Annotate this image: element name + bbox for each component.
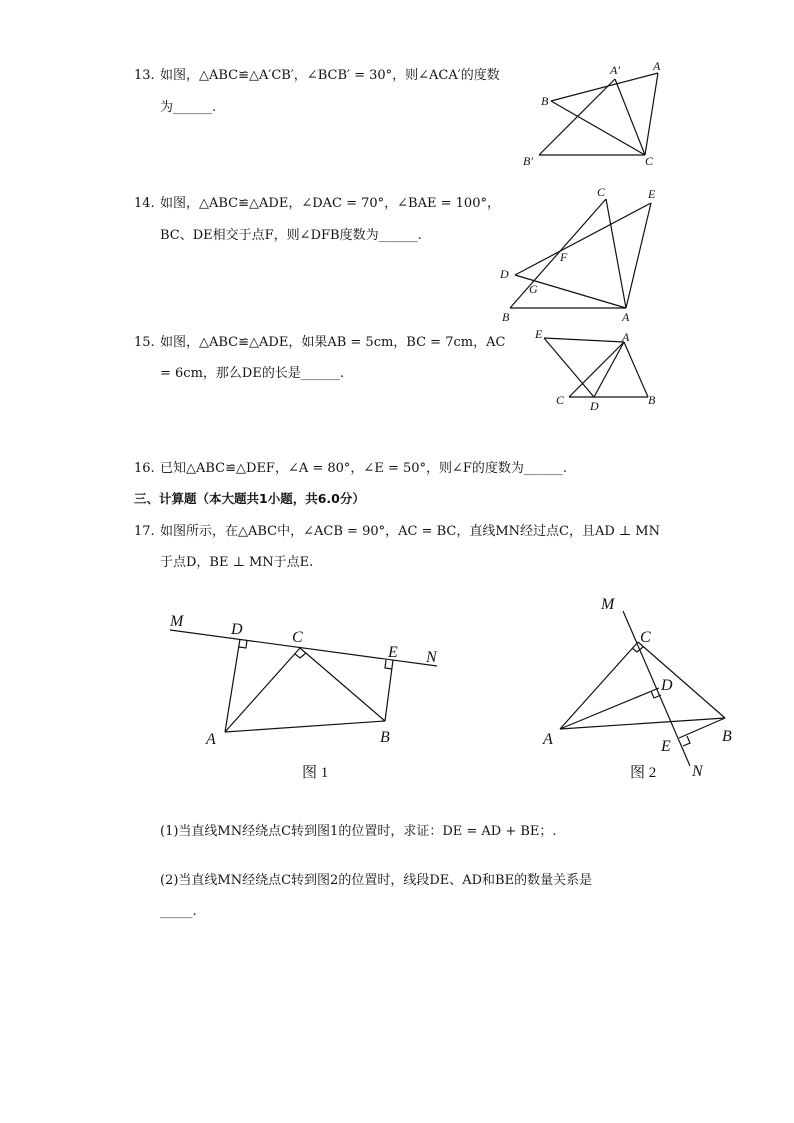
q15-label-A: A — [622, 330, 630, 344]
fig2-label-M: M — [601, 596, 615, 613]
fig1-label-C: C — [292, 629, 303, 646]
q15-number: 15. — [134, 335, 155, 350]
q14-text-line1: 如图，△ABC≌△ADE，∠DAC = 70°，∠BAE = 100°， — [160, 196, 500, 211]
fig2-label-E: E — [661, 738, 671, 755]
fig1-label-M: M — [170, 613, 184, 630]
q17-text-line1: 如图所示，在△ABC中，∠ACB = 90°，AC = BC，直线MN经过点C，且AD ⊥ MN — [160, 524, 660, 539]
q14-label-E: E — [648, 187, 656, 201]
q14-label-C: C — [597, 185, 606, 199]
q13-text-line1: 如图，△ABC≌△A′CB′，∠BCB′ = 30°，则∠ACA′的度数 — [160, 68, 500, 83]
q16-text: 已知△ABC≌△DEF，∠A = 80°，∠E = 50°，则∠F的度数为______. — [160, 461, 568, 476]
fig2-label-B: B — [722, 728, 732, 745]
fig1-label-B: B — [380, 729, 390, 746]
q13-label-B: B — [541, 94, 549, 108]
q13-label-B-prime: B′ — [523, 154, 533, 168]
fig1-caption: 图 1 — [302, 765, 329, 781]
q15-label-C: C — [556, 393, 565, 407]
q13-text-line2: 为______. — [160, 100, 217, 115]
fig1-label-A: A — [206, 731, 216, 748]
q15-label-B: B — [648, 393, 656, 407]
fig1-label-D: D — [231, 621, 243, 638]
q17-part2-line1: (2)当直线MN经绕点C转到图2的位置时，线段DE、AD和BE的数量关系是 — [160, 873, 593, 888]
q13-label-A: A — [653, 59, 661, 73]
q14-label-B: B — [502, 310, 510, 324]
q15-label-E: E — [535, 327, 543, 341]
q14-label-D: D — [500, 267, 509, 281]
q13-label-C: C — [645, 154, 654, 168]
q17-part1: (1)当直线MN经绕点C转到图1的位置时，求证：DE = AD + BE；. — [160, 824, 557, 839]
q14-text-line2: BC、DE相交于点F，则∠DFB度数为______. — [160, 228, 422, 243]
q15-text-line2: = 6cm，那么DE的长是______. — [160, 366, 344, 381]
q17-text-line2: 于点D，BE ⊥ MN于点E. — [160, 555, 314, 570]
q17-part2-line2: _____. — [160, 904, 197, 919]
fig1-label-E: E — [388, 644, 398, 661]
fig1-label-N: N — [426, 649, 437, 666]
q14-number: 14. — [134, 196, 155, 211]
q13-number: 13. — [134, 68, 155, 83]
fig2-label-A: A — [543, 731, 553, 748]
q15-label-D: D — [590, 399, 599, 413]
q16-number: 16. — [134, 461, 155, 476]
fig2-label-N: N — [692, 763, 703, 780]
q15-text-line1: 如图，△ABC≌△ADE，如果AB = 5cm，BC = 7cm，AC — [160, 335, 506, 350]
q17-number: 17. — [134, 524, 155, 539]
q13-label-A-prime: A′ — [610, 63, 620, 77]
fig2-caption: 图 2 — [630, 765, 657, 781]
fig2-label-D: D — [661, 677, 673, 694]
q14-label-G: G — [529, 282, 538, 296]
q14-label-A: A — [622, 310, 630, 324]
fig2-label-C: C — [640, 629, 651, 646]
q14-label-F: F — [560, 250, 568, 264]
section3-heading: 三、计算题（本大题共1小题，共6.0分） — [134, 491, 365, 506]
